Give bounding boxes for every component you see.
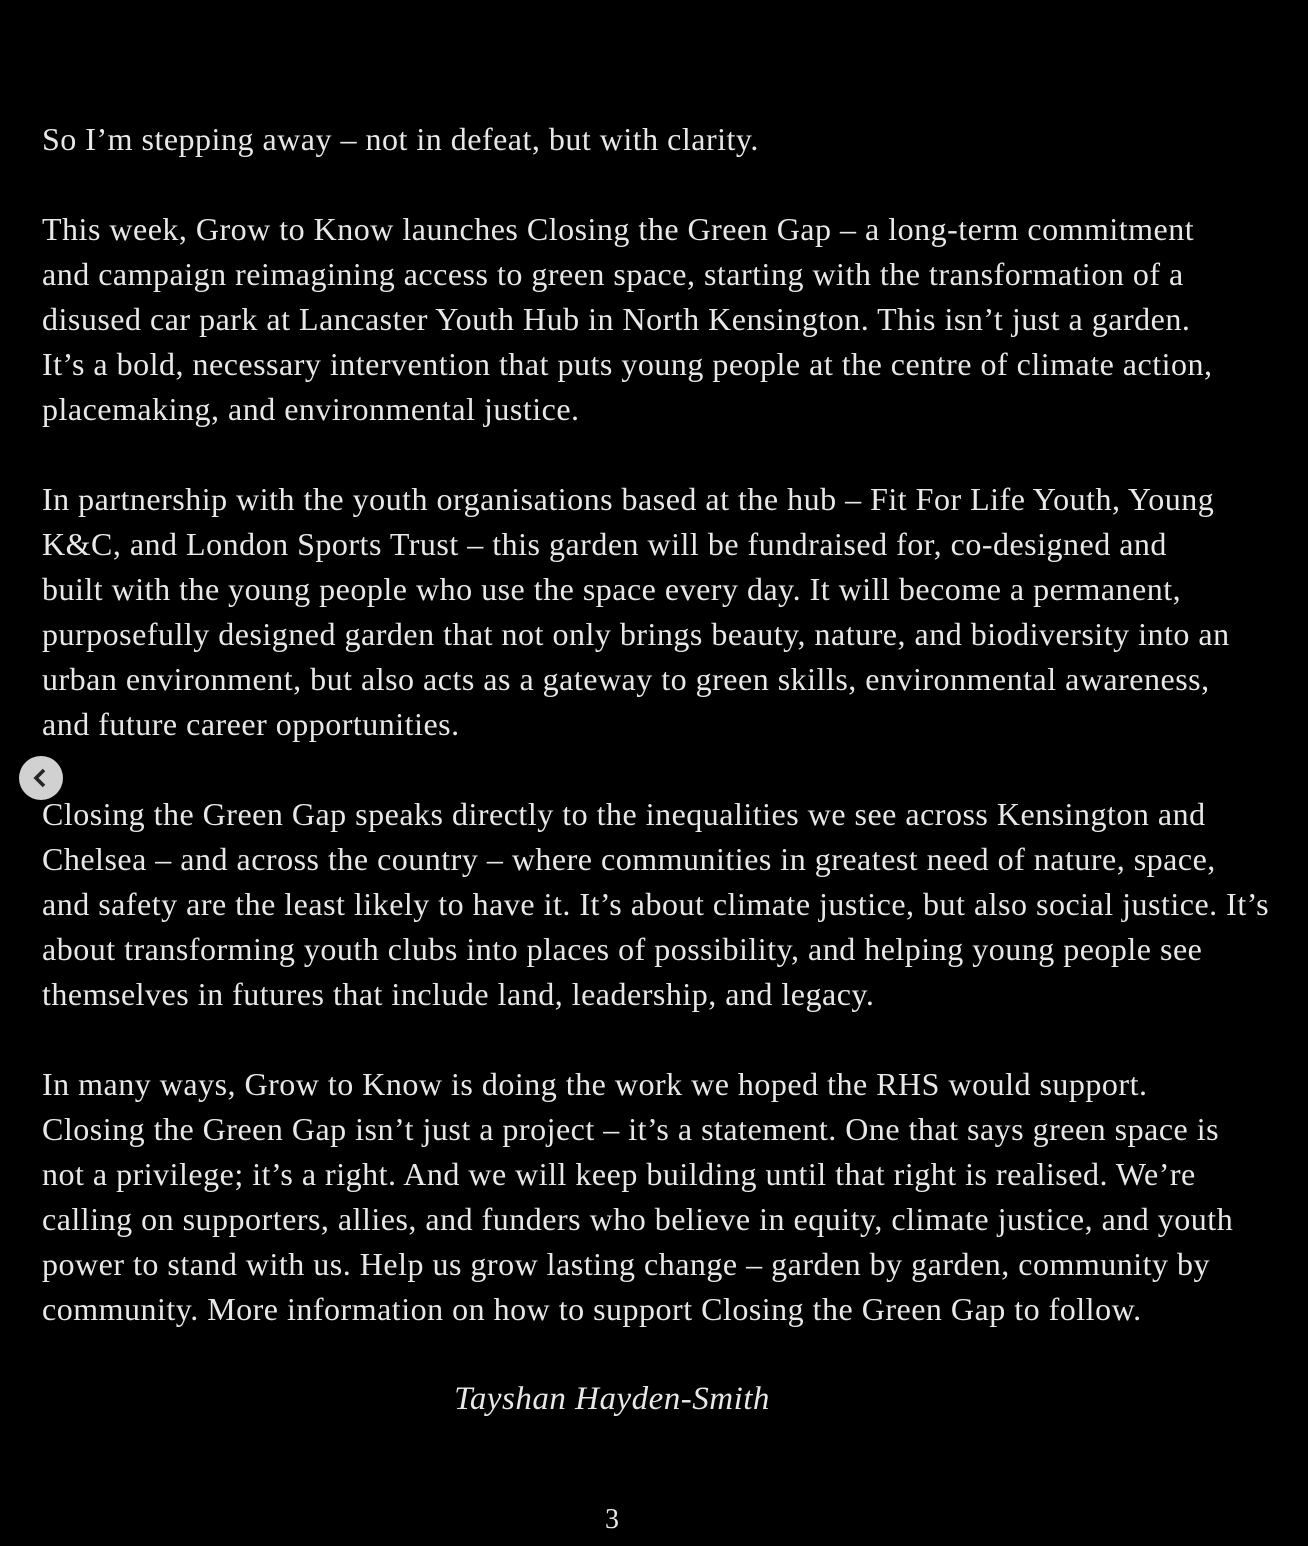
text-line: So I’m stepping away – not in defeat, but with clarity.: [42, 121, 759, 157]
paragraph: [42, 477, 1308, 747]
text-line: Chelsea – and across the country – where communities in greatest need of nature, space,: [42, 841, 1216, 877]
text-line: This week, Grow to Know launches Closing the Green Gap – a long-term commitment: [42, 211, 1195, 247]
text-line: built with the young people who use the space every day. It will become a permanent,: [42, 571, 1182, 607]
text-line: and campaign reimagining access to green space, starting with the transformation of a: [42, 256, 1184, 292]
paragraph: [42, 207, 1308, 432]
text-line: Closing the Green Gap speaks directly to the inequalities we see across Kensington and: [42, 796, 1206, 832]
paragraph: [42, 1062, 1308, 1332]
text-line: purposefully designed garden that not only brings beauty, nature, and biodiversity into an: [42, 616, 1230, 652]
text-line: about transforming youth clubs into places of possibility, and helping young people see: [42, 931, 1203, 967]
page-number: 3: [605, 1504, 619, 1535]
text-line: In many ways, Grow to Know is doing the work we hoped the RHS would support.: [42, 1066, 1148, 1102]
paragraph: [42, 117, 1308, 162]
signature: Tayshan Hayden-Smith: [454, 1381, 770, 1417]
text-line: urban environment, but also acts as a gateway to green skills, environmental awareness,: [42, 661, 1210, 697]
text-line: community. More information on how to support Closing the Green Gap to follow.: [42, 1291, 1142, 1327]
text-line: placemaking, and environmental justice.: [42, 391, 580, 427]
text-line: K&C, and London Sports Trust – this garden will be fundraised for, co-designed and: [42, 526, 1167, 562]
text-line: calling on supporters, allies, and funders who believe in equity, climate justice, and youth: [42, 1201, 1234, 1237]
text-line: disused car park at Lancaster Youth Hub in North Kensington. This isn’t just a garden.: [42, 301, 1191, 337]
carousel-previous-button[interactable]: [19, 756, 63, 800]
text-line: themselves in futures that include land, leadership, and legacy.: [42, 976, 875, 1012]
text-line: not a privilege; it’s a right. And we will keep building until that right is realised. We’re: [42, 1156, 1196, 1192]
paragraph: [42, 792, 1308, 1017]
text-line: and future career opportunities.: [42, 706, 460, 742]
text-line: Closing the Green Gap isn’t just a project – it’s a statement. One that says green space is: [42, 1111, 1220, 1147]
text-line: power to stand with us. Help us grow lasting change – garden by garden, community by: [42, 1246, 1210, 1282]
text-line: It’s a bold, necessary intervention that puts young people at the centre of climate action,: [42, 346, 1213, 382]
text-line: In partnership with the youth organisations based at the hub – Fit For Life Youth, Young: [42, 481, 1215, 517]
text-line: and safety are the least likely to have it. It’s about climate justice, but also social justice. It’s: [42, 886, 1270, 922]
chevron-left-icon: [29, 766, 53, 790]
